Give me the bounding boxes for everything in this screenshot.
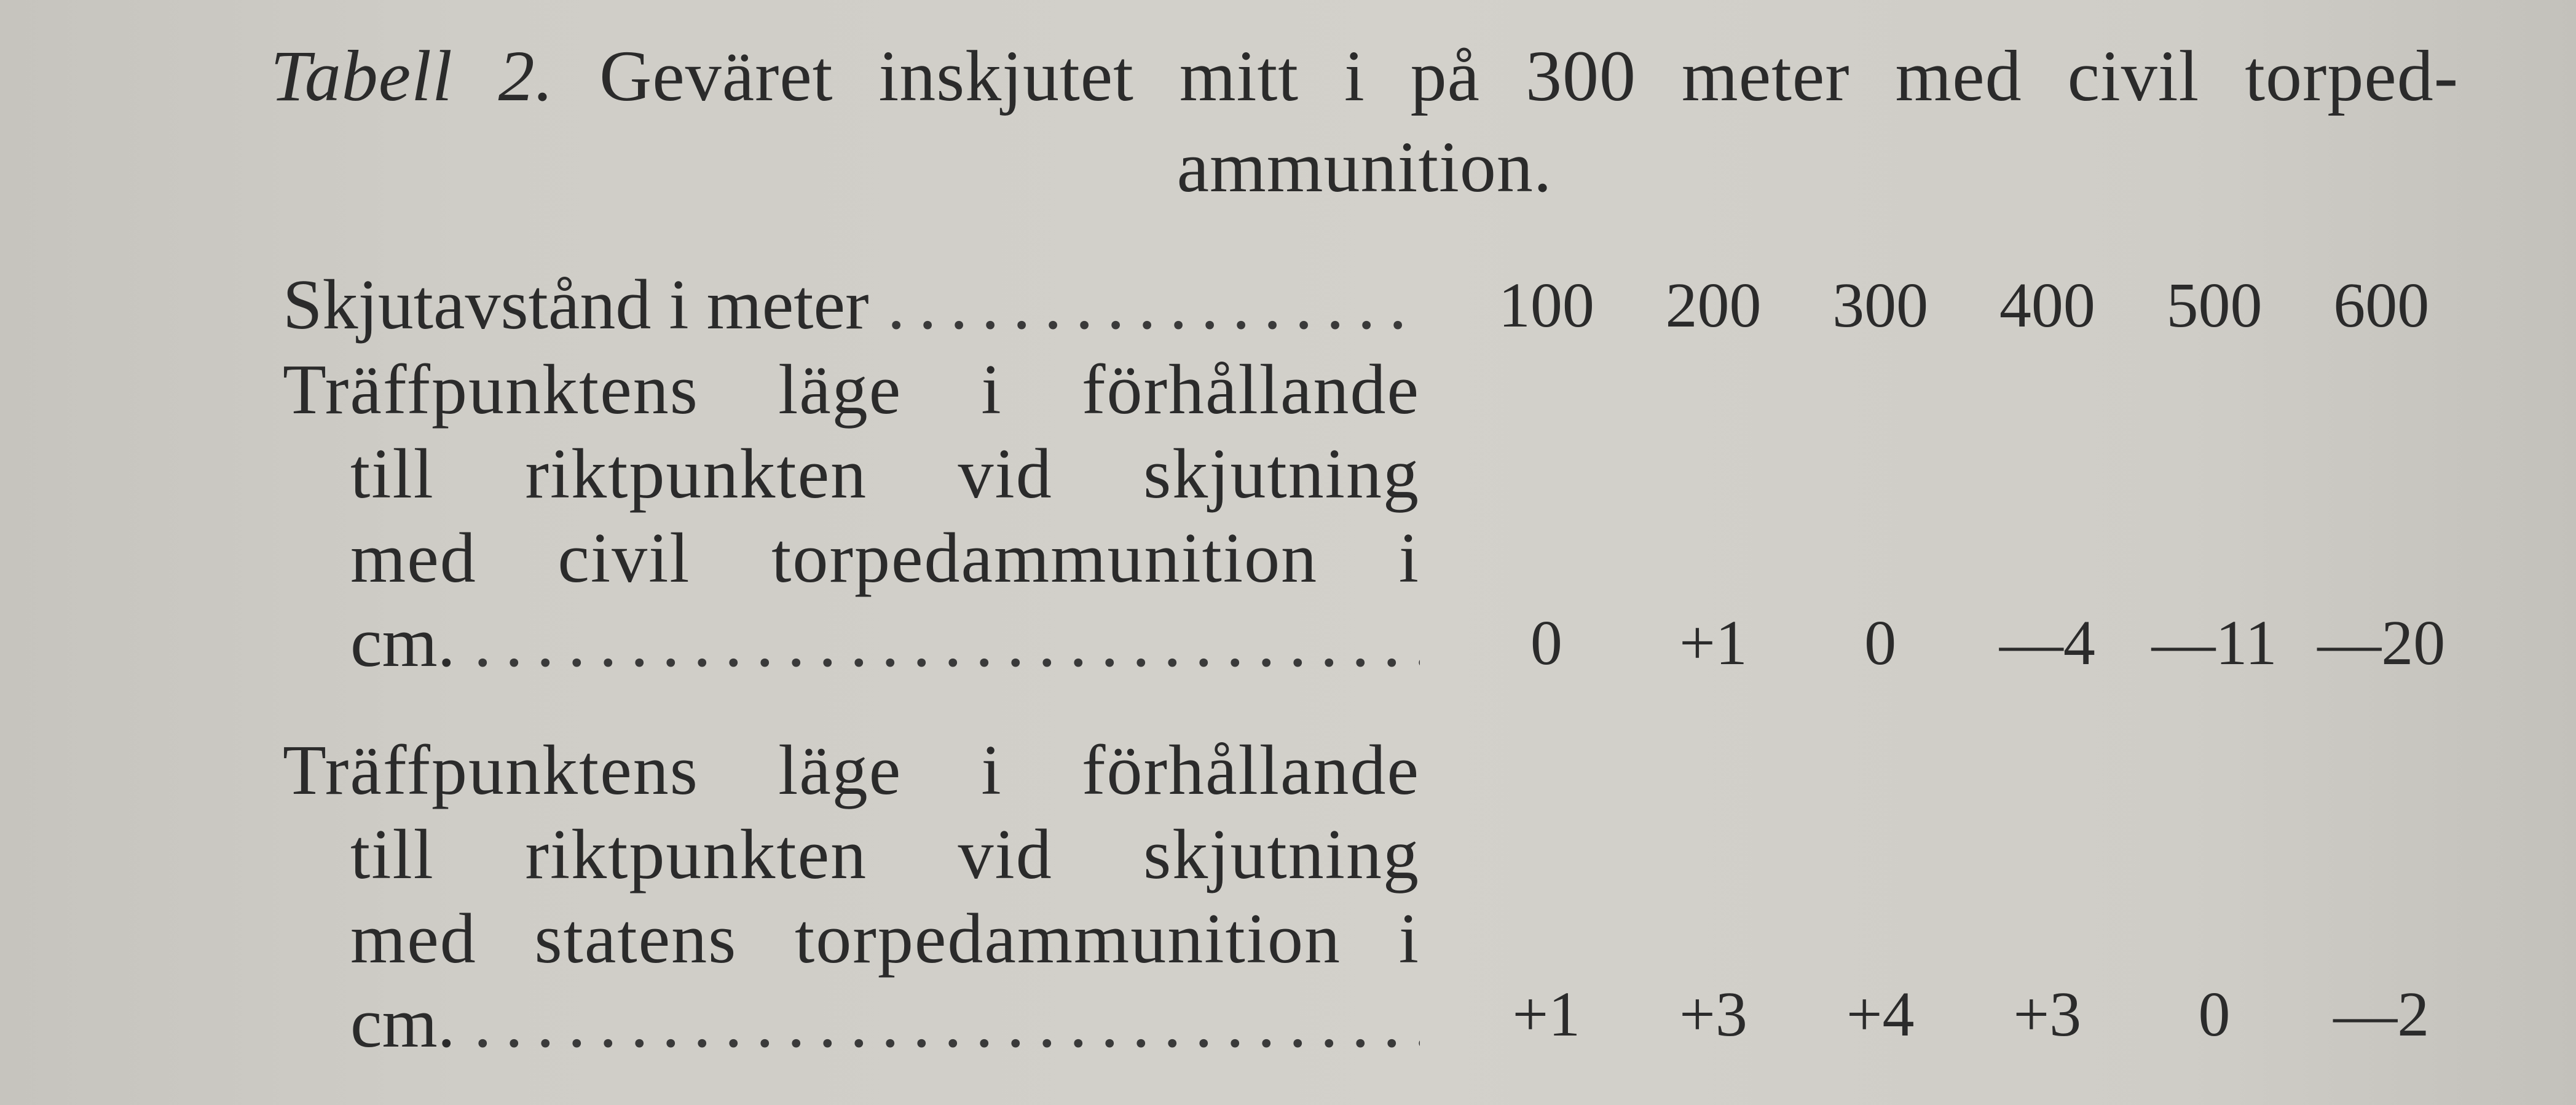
civil-value: +1 xyxy=(1679,608,1747,678)
distance-label: Skjutavstånd i meter xyxy=(283,266,869,344)
civil-value: —4 xyxy=(1999,608,2095,678)
civil-label-line: Träffpunktens läge i förhållande xyxy=(283,351,1420,429)
civil-label-line: till riktpunkten vid skjutning xyxy=(350,435,1420,513)
distance-values xyxy=(1463,263,2465,347)
state-label-line: till riktpunkten vid skjutning xyxy=(350,815,1420,894)
dot-leader xyxy=(888,263,1420,347)
civil-value: 0 xyxy=(1864,608,1897,678)
distance-value: 300 xyxy=(1832,270,1929,341)
distance-value: 500 xyxy=(2166,270,2263,341)
distance-row-label xyxy=(283,263,1420,347)
civil-value: —11 xyxy=(2151,608,2277,678)
state-value: +4 xyxy=(1846,979,1915,1050)
state-value: —2 xyxy=(2333,979,2430,1050)
caption-text: Geväret inskjutet mitt i på 300 meter med civil torped-ammunition. xyxy=(599,36,2459,207)
distance-value: 400 xyxy=(1999,270,2095,341)
distance-value: 100 xyxy=(1498,270,1594,341)
civil-label-line: med civil torpedammunition i xyxy=(350,519,1420,598)
civil-row-label xyxy=(283,348,1420,685)
table-caption xyxy=(270,31,2459,213)
state-value: +3 xyxy=(2013,979,2082,1050)
civil-value: —20 xyxy=(2317,608,2446,678)
state-value: 0 xyxy=(2198,979,2231,1050)
dot-leader xyxy=(474,601,1420,685)
dot-leader xyxy=(474,981,1420,1066)
distance-value: 600 xyxy=(2333,270,2430,341)
table-number: Tabell 2. xyxy=(270,36,554,116)
state-value: +1 xyxy=(1512,979,1581,1050)
state-row-label xyxy=(283,729,1420,1066)
civil-label-line: cm. xyxy=(350,603,455,682)
state-value: +3 xyxy=(1679,979,1747,1050)
civil-value: 0 xyxy=(1530,608,1562,678)
civil-values xyxy=(1463,601,2465,685)
state-label-line: cm. xyxy=(350,984,455,1063)
distance-value: 200 xyxy=(1665,270,1762,341)
state-values xyxy=(1463,972,2465,1056)
state-label-line: med statens torpedammunition i xyxy=(350,900,1420,978)
state-label-line: Träffpunktens läge i förhållande xyxy=(283,731,1420,810)
